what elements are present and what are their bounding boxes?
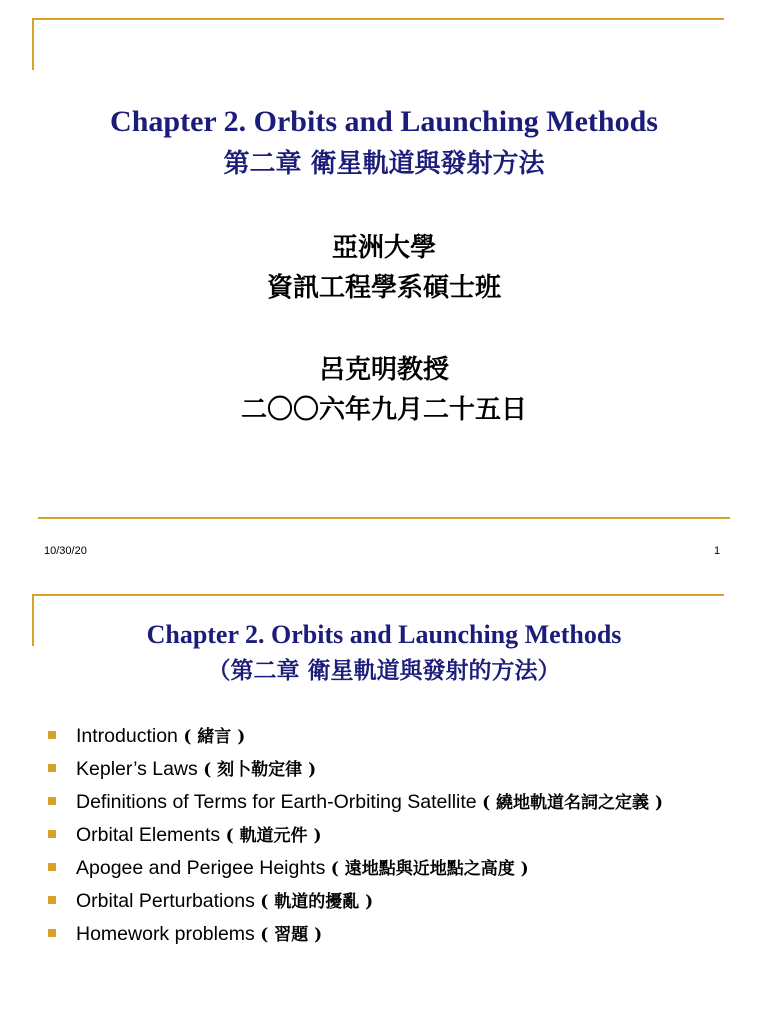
top-rule [32,18,724,20]
topic-list [44,723,734,954]
topic-english: Orbital Perturbations [76,890,261,912]
professor-name: 呂克明教授 [318,355,449,385]
outline-slide [0,580,768,1024]
left-rule [32,18,34,70]
list-item [44,855,734,882]
university-name: 亞洲大學 [331,233,436,263]
list-item [44,921,734,948]
list-item [44,888,734,915]
topic-chinese: ( 習題 ) [260,925,323,945]
list-item [44,789,734,816]
topic-chinese: ( 遠地點與近地點之高度 ) [330,859,529,879]
list-item [44,756,734,783]
topic-english: Apogee and Perigee Heights [76,857,331,879]
slide-title-chinese: （第二章 衛星軌道與發射的方法） [207,657,561,684]
department-name: 資訊工程學系碩士班 [266,273,501,303]
topic-english: Kepler’s Laws [76,758,204,780]
square-bullet-icon [48,929,56,937]
list-item [44,822,734,849]
slide-title-english: Chapter 2. Orbits and Launching Methods [110,105,658,138]
topic-english: Introduction [76,725,184,747]
square-bullet-icon [48,863,56,871]
list-item [44,723,734,750]
topic-chinese: ( 軌道的擾亂 ) [260,892,374,912]
topic-chinese: ( 軌道元件 ) [225,826,322,846]
topic-english: Orbital Elements [76,824,226,846]
footer-rule [38,517,730,519]
topic-chinese: ( 刻卜勒定律 ) [203,760,317,780]
presentation-date: 二〇〇六年九月二十五日 [240,395,527,425]
slide-title-english: Chapter 2. Orbits and Launching Methods [146,620,622,649]
top-rule [32,594,724,596]
slide-title-chinese: 第二章 衛星軌道與發射方法 [223,149,545,179]
square-bullet-icon [48,731,56,739]
page-number: 1 [714,545,721,557]
square-bullet-icon [48,896,56,904]
square-bullet-icon [48,797,56,805]
square-bullet-icon [48,764,56,772]
footer-date: 10/30/20 [44,545,87,557]
topic-chinese: ( 緒言 ) [183,727,246,747]
square-bullet-icon [48,830,56,838]
topic-english: Definitions of Terms for Earth-Orbiting Satellite [76,791,483,813]
topic-english: Homework problems [76,923,261,945]
topic-chinese: ( 繞地軌道名詞之定義 ) [482,793,663,813]
